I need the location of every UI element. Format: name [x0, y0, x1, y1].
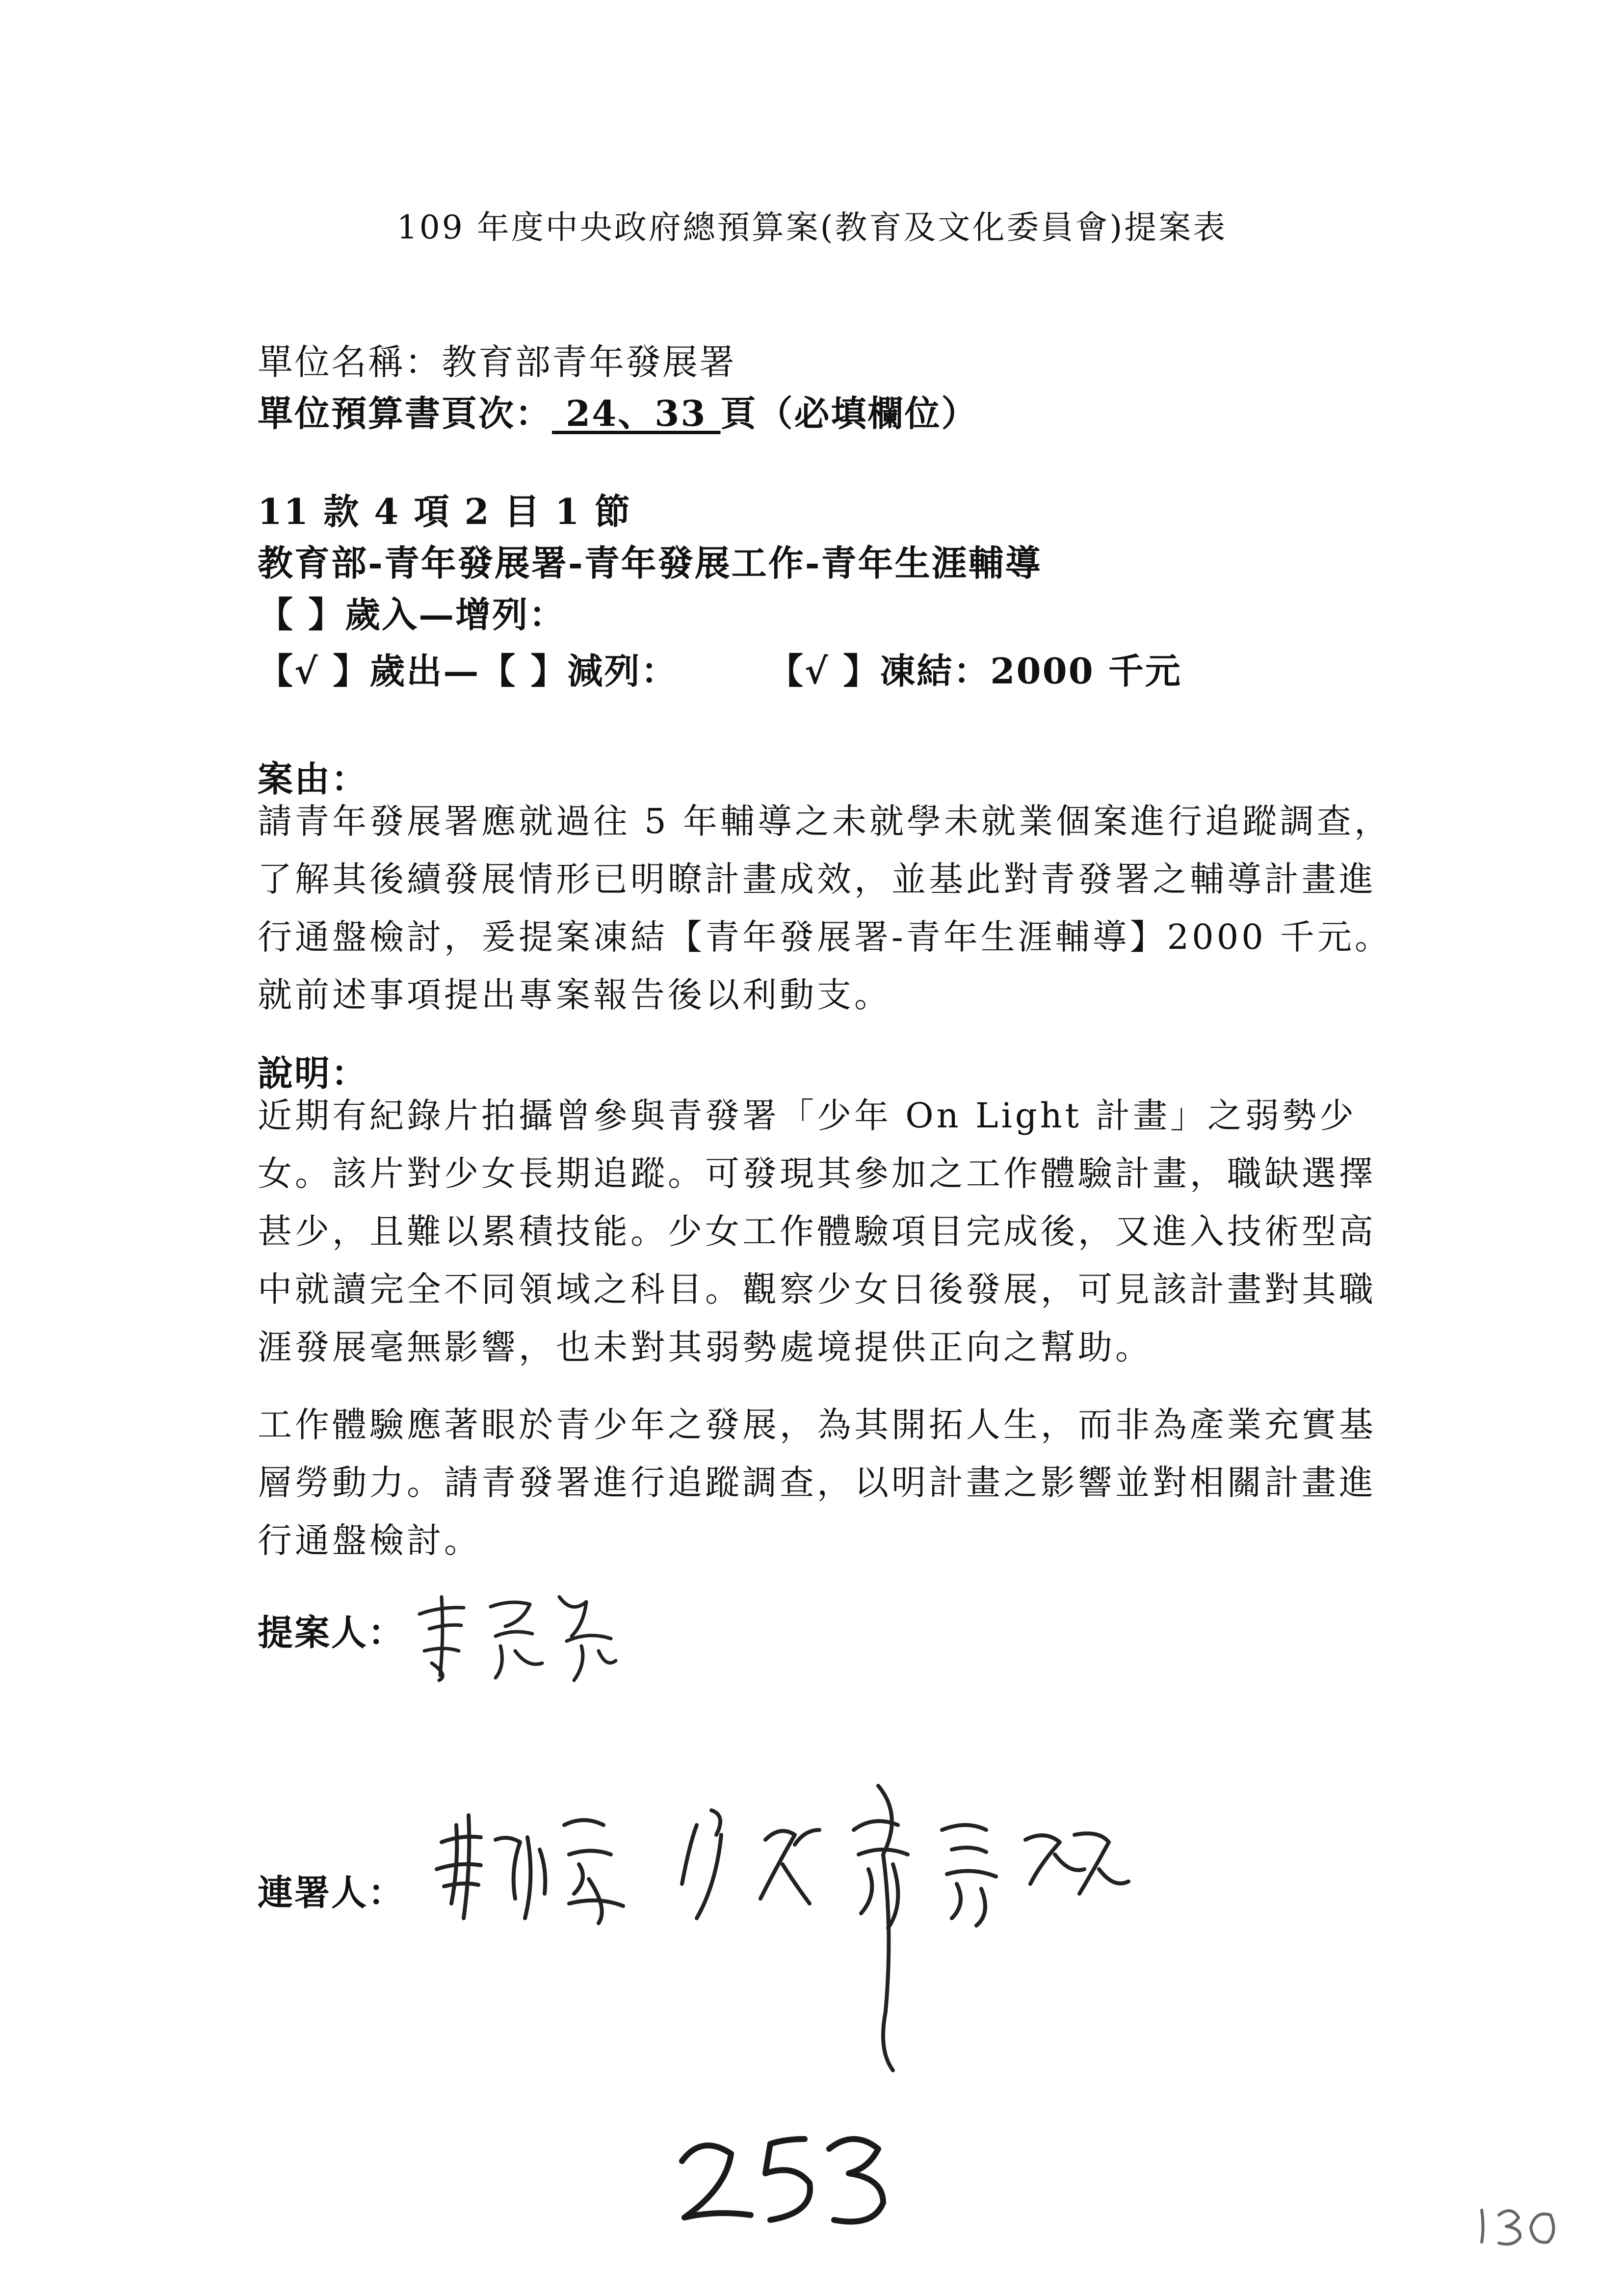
reason-text: 請青年發展署應就過往 5 年輔導之未就學未就業個案進行追蹤調查，了解其後續發展情形已明瞭計畫成效，並基此對青發署之輔導計畫進行通盤檢討，爰提案凍結【青年發展署-青年生涯輔導】2000 千元。就前述事項提出專案報告後以利動支。: [258, 801, 1392, 1015]
proposer-signature: [410, 1577, 635, 1685]
unit-name-value: 教育部青年發展署: [442, 341, 736, 383]
unit-name-row: [258, 334, 736, 385]
budget-page-label: 單位預算書頁次：: [258, 392, 552, 434]
expense-line-a: 【√ 】歲出—【 】減列：: [258, 650, 678, 692]
cosigner-signatures: [422, 1756, 1187, 2100]
budget-page-suffix: 頁（必填欄位）: [720, 392, 978, 434]
section-code: 11 款 4 項 2 目 1 節: [258, 491, 631, 532]
budget-page-row: [258, 385, 978, 436]
expense-line-b: 【√ 】凍結：2000 千元: [768, 650, 1182, 692]
budget-page-value: 24、33: [552, 392, 721, 434]
handwritten-page-number: [672, 2114, 903, 2232]
unit-name-label: 單位名稱：: [258, 341, 442, 383]
program-path: 教育部-青年發展署-青年發展工作-青年生涯輔導: [258, 542, 1042, 584]
reason-heading: 案由：: [258, 758, 368, 800]
document-title: 109 年度中央政府總預算案(教育及文化委員會)提案表: [396, 209, 1228, 246]
corner-page-number: [1472, 2198, 1565, 2252]
cosigner-label: 連署人：: [258, 1872, 405, 1913]
revenue-line: 【 】歲入—增列：: [258, 594, 566, 635]
explanation-paragraph-2: 工作體驗應著眼於青少年之發展，為其開拓人生，而非為產業充實基層勞動力。請青發署進行追蹤調查，以明計畫之影響並對相關計畫進行通盤檢討。: [258, 1405, 1376, 1561]
proposer-label: 提案人：: [258, 1612, 405, 1653]
explanation-paragraph-1: 近期有紀錄片拍攝曾參與青發署「少年 On Light 計畫」之弱勢少女。該片對少女長期追蹤。可發現其參加之工作體驗計畫，職缺選擇甚少，且難以累積技能。少女工作體驗項目完成後，又進入技術型高中就讀完全不同領域之科目。觀察少女日後發展，可見該計畫對其職涯發展毫無影響，也未對其弱勢處境提供正向之幫助。: [258, 1096, 1376, 1367]
explanation-heading: 說明：: [258, 1052, 368, 1094]
